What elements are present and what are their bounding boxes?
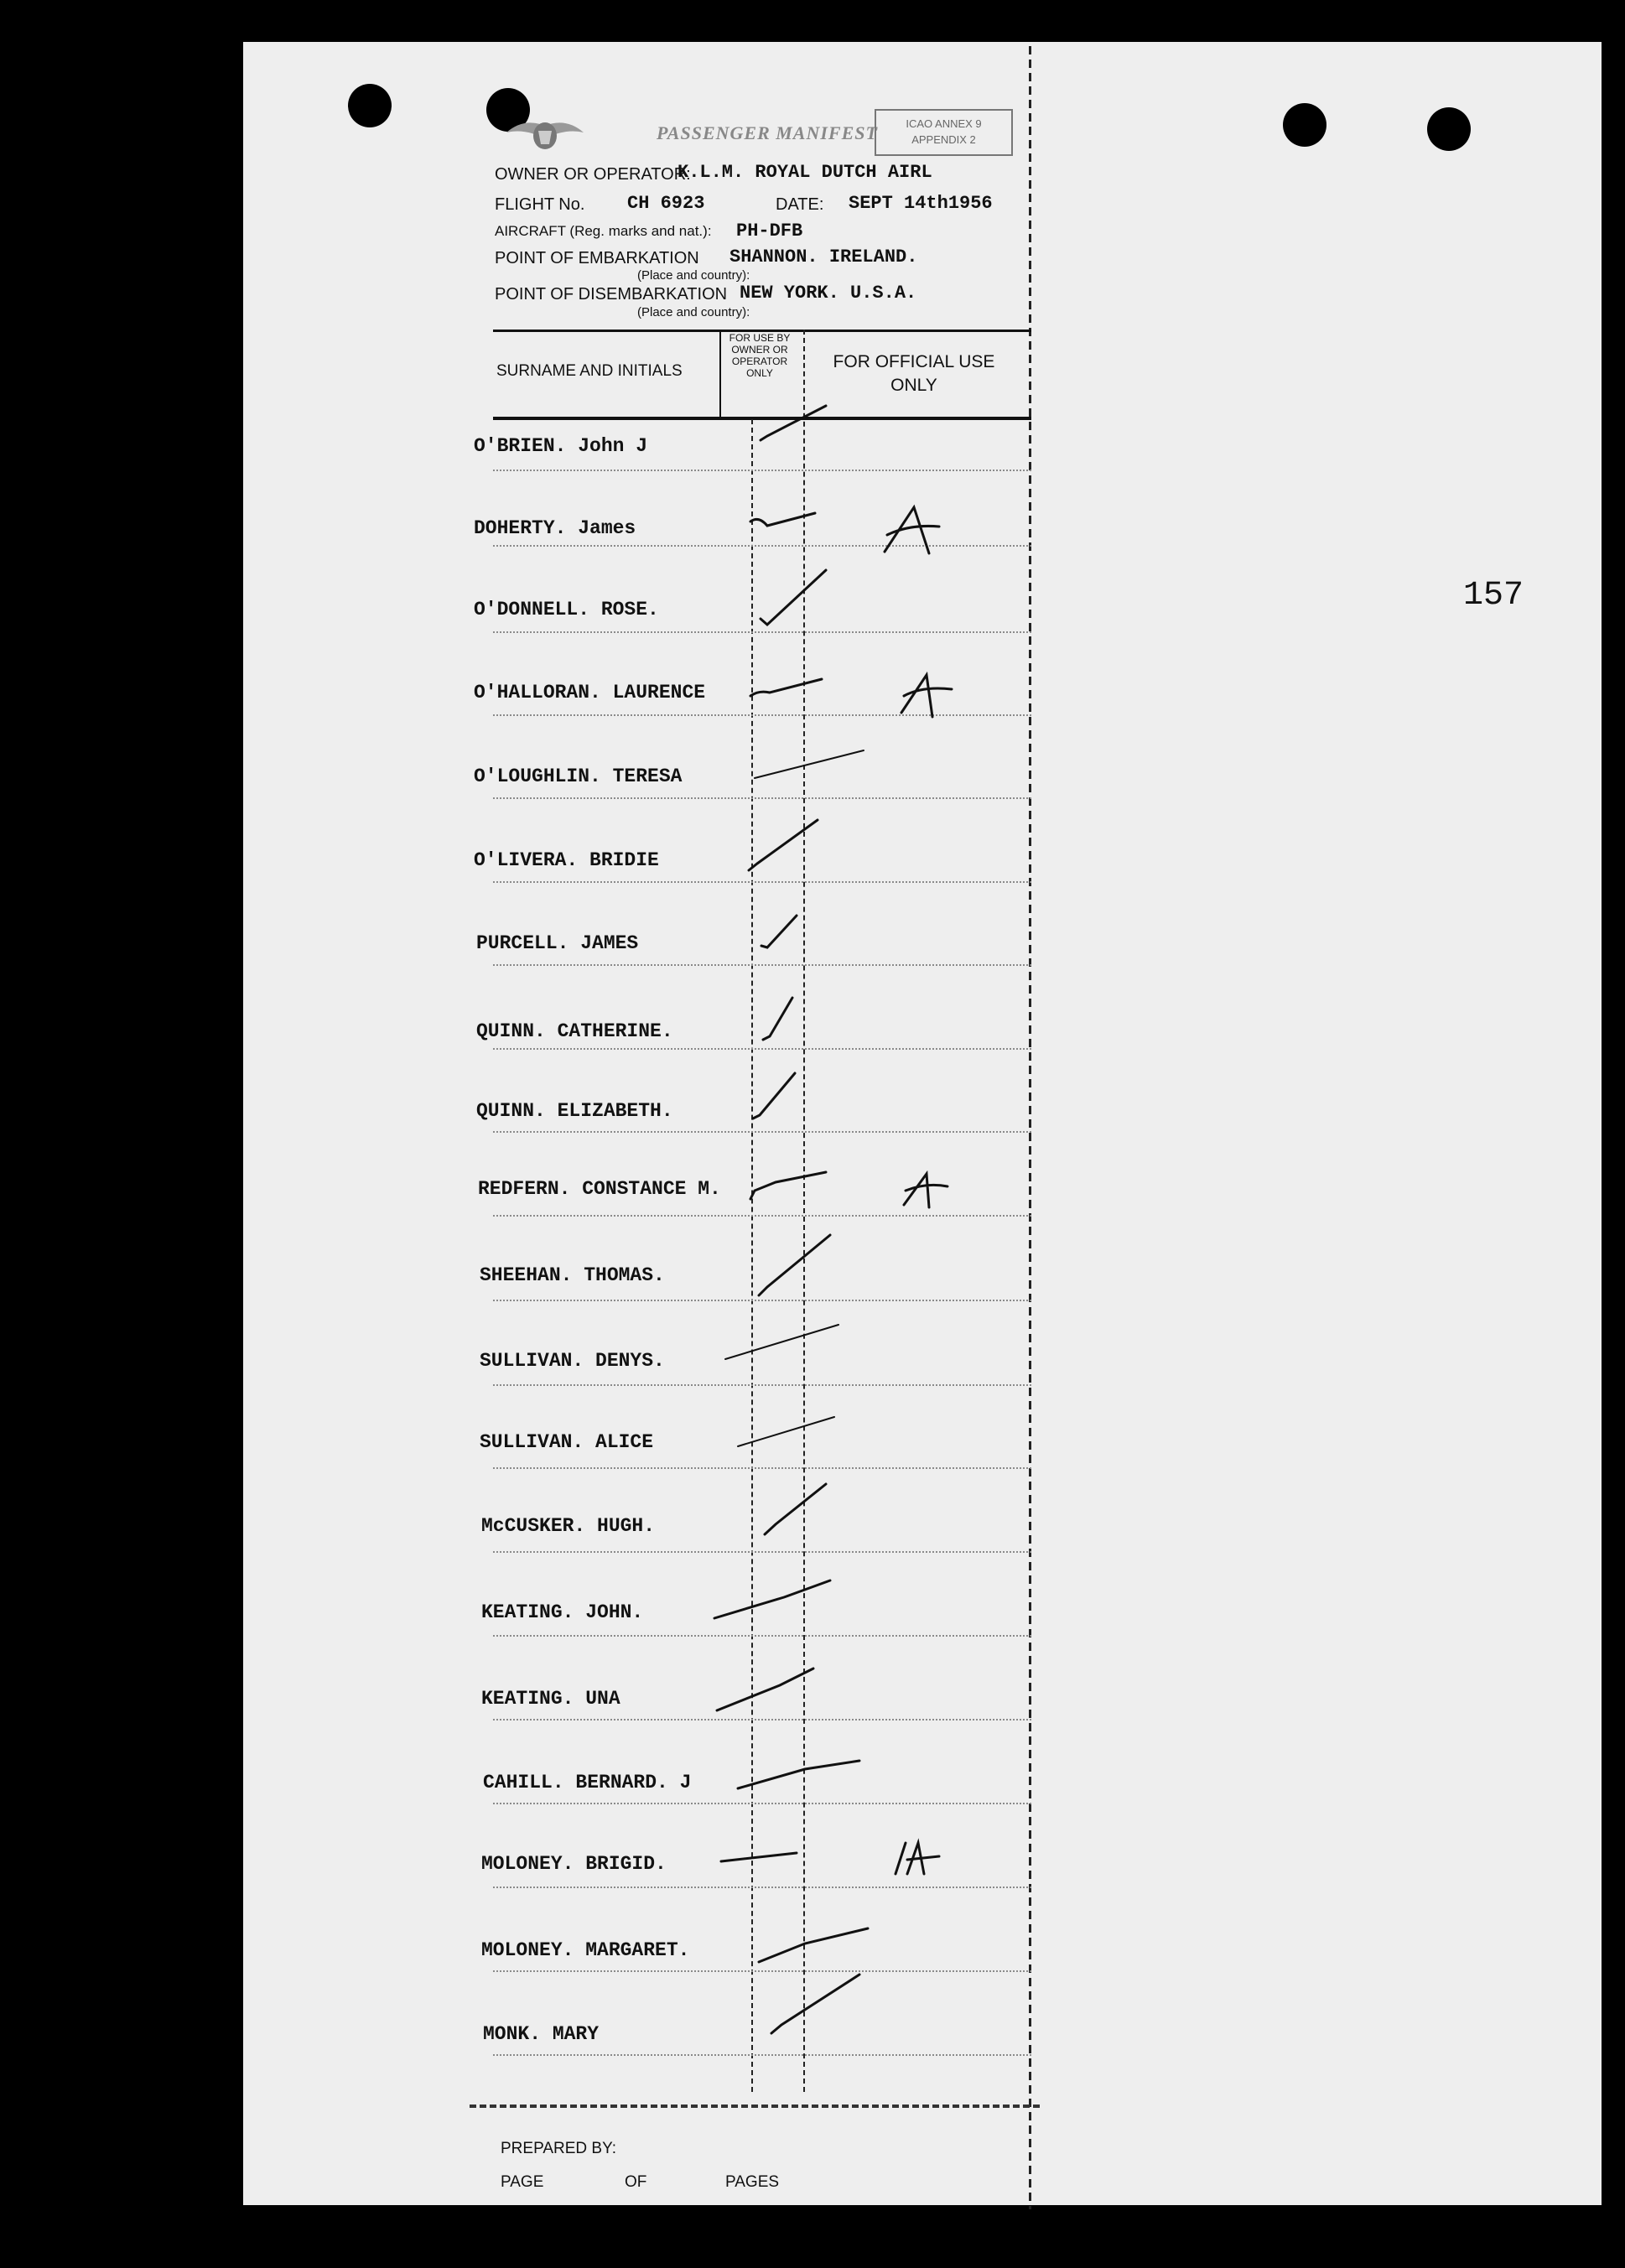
manifest-title: PASSENGER MANIFEST — [657, 122, 878, 143]
row-rule — [493, 1803, 1031, 1804]
page-label: PAGE — [501, 2173, 544, 2191]
row-rule — [493, 1384, 1031, 1386]
prepared-by-label: PREPARED BY: — [501, 2140, 616, 2157]
icao-annex-line: ICAO ANNEX 9 — [906, 117, 982, 130]
punch-hole-4 — [1427, 107, 1471, 151]
row-rule — [493, 1635, 1031, 1637]
passenger-name: DOHERTY. James — [474, 517, 636, 539]
punch-hole-3 — [1283, 103, 1326, 147]
row-rule — [493, 1467, 1031, 1469]
row-rule — [493, 1887, 1031, 1888]
passenger-name: REDFERN. CONSTANCE M. — [478, 1178, 721, 1200]
icao-appendix-line: APPENDIX 2 — [911, 133, 976, 146]
row-rule — [493, 881, 1031, 883]
passenger-name: SHEEHAN. THOMAS. — [480, 1264, 665, 1286]
passenger-name: MOLONEY. MARGARET. — [481, 1939, 690, 1961]
row-rule — [493, 714, 1031, 716]
row-rule — [493, 1048, 1031, 1050]
disembarkation-value: NEW YORK. U.S.A. — [740, 283, 917, 304]
passenger-name: McCUSKER. HUGH. — [481, 1515, 656, 1537]
page-stamp-number: 157 — [1463, 577, 1524, 615]
row-rule — [493, 545, 1031, 547]
passenger-name: O'LIVERA. BRIDIE — [474, 849, 659, 871]
row-rule — [493, 1131, 1031, 1133]
date-label: DATE: — [776, 195, 824, 214]
passenger-name: PURCELL. JAMES — [476, 932, 639, 954]
passenger-name: MOLONEY. BRIGID. — [481, 1853, 667, 1875]
aircraft-value: PH-DFB — [736, 221, 803, 241]
of-label: OF — [625, 2173, 647, 2191]
icao-annex-box — [875, 109, 1013, 156]
owner-column-header: FOR USE BY OWNER OR OPERATOR ONLY — [729, 332, 791, 379]
passenger-name: CAHILL. BERNARD. J — [483, 1772, 692, 1793]
surname-column-header: SURNAME AND INITIALS — [496, 362, 683, 380]
klm-logo-icon — [503, 101, 587, 159]
passenger-name: SULLIVAN. ALICE — [480, 1431, 654, 1453]
flight-label: FLIGHT No. — [495, 195, 585, 214]
row-rule — [493, 1215, 1031, 1217]
table-header-bottom-rule — [493, 417, 1031, 420]
punch-hole-1 — [348, 84, 392, 127]
passenger-name: O'HALLORAN. LAURENCE — [474, 682, 706, 703]
official-column-header: FOR OFFICIAL USE ONLY — [833, 352, 995, 395]
pages-label: PAGES — [725, 2173, 780, 2191]
row-rule — [493, 1300, 1031, 1301]
row-rule — [493, 2054, 1031, 2056]
row-rule — [493, 1719, 1031, 1720]
fold-line — [1029, 46, 1031, 2209]
row-rule — [493, 1970, 1031, 1972]
embarkation-value: SHANNON. IRELAND. — [729, 247, 918, 267]
passenger-name: SULLIVAN. DENYS. — [480, 1350, 665, 1372]
row-rule — [493, 964, 1031, 966]
column-divider-owner-left — [751, 419, 753, 2092]
passenger-name: O'BRIEN. John J — [474, 435, 648, 457]
date-value: SEPT 14th1956 — [849, 193, 993, 214]
row-rule — [493, 797, 1031, 799]
passenger-name: O'LOUGHLIN. TERESA — [474, 766, 683, 787]
column-divider-header — [719, 330, 721, 420]
owner-label: OWNER OR OPERATOR: — [495, 165, 691, 184]
row-rule — [493, 1551, 1031, 1553]
passenger-name: O'DONNELL. ROSE. — [474, 599, 659, 620]
embarkation-note: (Place and country): — [637, 268, 750, 283]
flight-value: CH 6923 — [627, 193, 705, 214]
passenger-name: MONK. MARY — [483, 2023, 600, 2045]
disembarkation-label: POINT OF DISEMBARKATION — [495, 285, 728, 304]
table-bottom-rule — [470, 2105, 1040, 2108]
disembarkation-note: (Place and country): — [637, 305, 750, 319]
row-rule — [493, 631, 1031, 633]
passenger-name: KEATING. JOHN. — [481, 1601, 644, 1623]
aircraft-label: AIRCRAFT (Reg. marks and nat.): — [495, 223, 712, 239]
owner-value: K.L.M. ROYAL DUTCH AIRL — [678, 162, 932, 183]
column-divider-owner-right — [803, 330, 805, 2092]
passenger-name: QUINN. CATHERINE. — [476, 1020, 673, 1042]
passenger-name: QUINN. ELIZABETH. — [476, 1100, 673, 1122]
passenger-name: KEATING. UNA — [481, 1688, 620, 1710]
embarkation-label: POINT OF EMBARKATION — [495, 249, 699, 267]
row-rule — [493, 470, 1031, 471]
